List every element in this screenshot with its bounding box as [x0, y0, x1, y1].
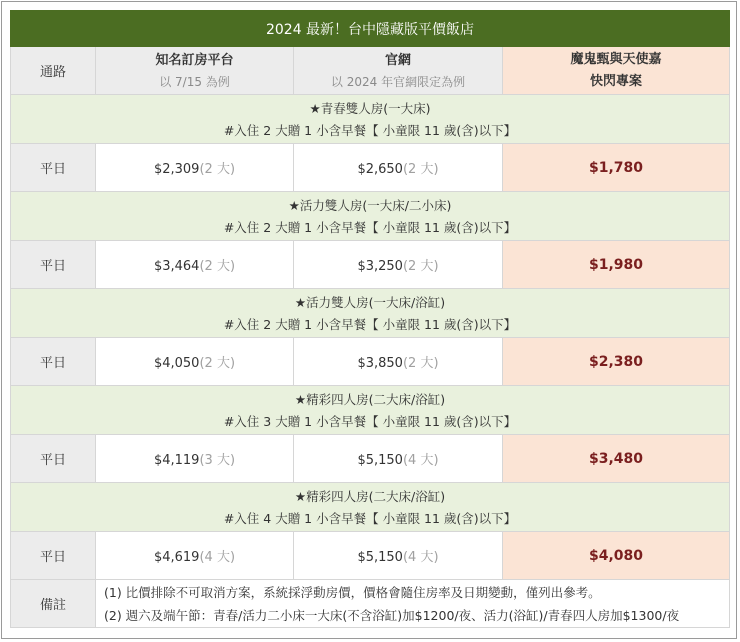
official-guests: (2 大) [402, 259, 439, 274]
note-line-1: (1) 比價排除不可取消方案，系統採浮動房價，價格會隨住房率及日期變動，僅列出參考。 [104, 584, 601, 600]
room-name: ★精彩四人房(二大床/浴缸) [294, 488, 446, 504]
day-type: 平日 [11, 338, 96, 386]
room-info [11, 289, 730, 338]
day-type: 平日 [11, 532, 96, 580]
room-info [11, 483, 730, 532]
room-row [11, 386, 730, 435]
platform-price-cell [96, 532, 294, 580]
room-name: ★青春雙人房(一大床) [309, 100, 431, 116]
platform-price-cell [96, 435, 294, 483]
official-guests: (4 大) [402, 453, 439, 468]
room-info [11, 95, 730, 144]
price-row [11, 144, 730, 192]
room-offer: #入住 2 大贈 1 小含早餐【 小童限 11 歲(含)以下】 [223, 122, 517, 138]
header-platform-sub: 以 7/15 為例 [159, 74, 230, 89]
platform-guests: (2 大) [199, 356, 236, 371]
header-platform [96, 47, 294, 95]
room-name: ★活力雙人房(一大床/浴缸) [294, 294, 446, 310]
platform-price: $4,619 [153, 550, 200, 565]
price-comparison-table [10, 10, 730, 628]
platform-guests: (4 大) [199, 550, 236, 565]
day-type: 平日 [11, 435, 96, 483]
room-row [11, 192, 730, 241]
price-row [11, 435, 730, 483]
official-guests: (2 大) [402, 356, 439, 371]
table-title: 2024 最新！台中隱藏版平價飯店 [11, 11, 730, 47]
price-row [11, 338, 730, 386]
header-official [294, 47, 503, 95]
room-name: ★精彩四人房(二大床/浴缸) [294, 391, 446, 407]
room-name: ★活力雙人房(一大床/二小床) [288, 197, 452, 213]
platform-price: $4,119 [153, 453, 200, 468]
room-row [11, 95, 730, 144]
platform-price-cell [96, 338, 294, 386]
notes-label: 備註 [11, 580, 96, 628]
header-channel: 通路 [11, 47, 96, 95]
room-offer: #入住 2 大贈 1 小含早餐【 小童限 11 歲(含)以下】 [223, 219, 517, 235]
official-price-cell [294, 144, 503, 192]
note-line-2: (2) 週六及端午節：青春/活力二小床一大床(不含浴缸)加$1200/夜、活力(浴缸)/青春四人房加$1300/夜 [104, 607, 680, 623]
platform-guests: (2 大) [199, 162, 236, 177]
header-row [11, 47, 730, 95]
room-info [11, 386, 730, 435]
platform-price-cell [96, 241, 294, 289]
official-price-cell [294, 241, 503, 289]
promo-price: $1,780 [503, 144, 730, 192]
price-row [11, 532, 730, 580]
header-platform-title: 知名訂房平台 [155, 52, 234, 68]
promo-price: $4,080 [503, 532, 730, 580]
platform-price: $2,309 [153, 162, 200, 177]
official-price: $2,650 [357, 162, 403, 177]
room-offer: #入住 2 大贈 1 小含早餐【 小童限 11 歲(含)以下】 [223, 316, 517, 332]
platform-price: $3,464 [153, 259, 200, 274]
header-official-sub: 以 2024 年官網限定為例 [330, 74, 466, 89]
header-promo-sub: 快閃專案 [590, 73, 643, 89]
header-official-title: 官網 [384, 52, 411, 68]
official-price: $3,850 [357, 356, 403, 371]
official-price-cell [294, 435, 503, 483]
promo-price: $2,380 [503, 338, 730, 386]
day-type: 平日 [11, 241, 96, 289]
official-price-cell [294, 532, 503, 580]
notes-text [96, 580, 730, 628]
platform-guests: (2 大) [199, 259, 236, 274]
room-row [11, 289, 730, 338]
price-row [11, 241, 730, 289]
platform-price: $4,050 [153, 356, 200, 371]
promo-price: $1,980 [503, 241, 730, 289]
header-promo-title: 魔鬼甄與天使嘉 [570, 51, 662, 67]
platform-price-cell [96, 144, 294, 192]
day-type: 平日 [11, 144, 96, 192]
promo-price: $3,480 [503, 435, 730, 483]
notes-row [11, 580, 730, 628]
official-guests: (4 大) [402, 550, 439, 565]
platform-guests: (3 大) [199, 453, 236, 468]
room-offer: #入住 3 大贈 1 小含早餐【 小童限 11 歲(含)以下】 [223, 413, 517, 429]
official-guests: (2 大) [402, 162, 439, 177]
official-price-cell [294, 338, 503, 386]
table-title-row [11, 11, 730, 47]
room-row [11, 483, 730, 532]
header-promo [503, 47, 730, 95]
official-price: $3,250 [357, 259, 403, 274]
room-info [11, 192, 730, 241]
room-offer: #入住 4 大贈 1 小含早餐【 小童限 11 歲(含)以下】 [223, 510, 517, 526]
official-price: $5,150 [357, 453, 403, 468]
official-price: $5,150 [357, 550, 403, 565]
